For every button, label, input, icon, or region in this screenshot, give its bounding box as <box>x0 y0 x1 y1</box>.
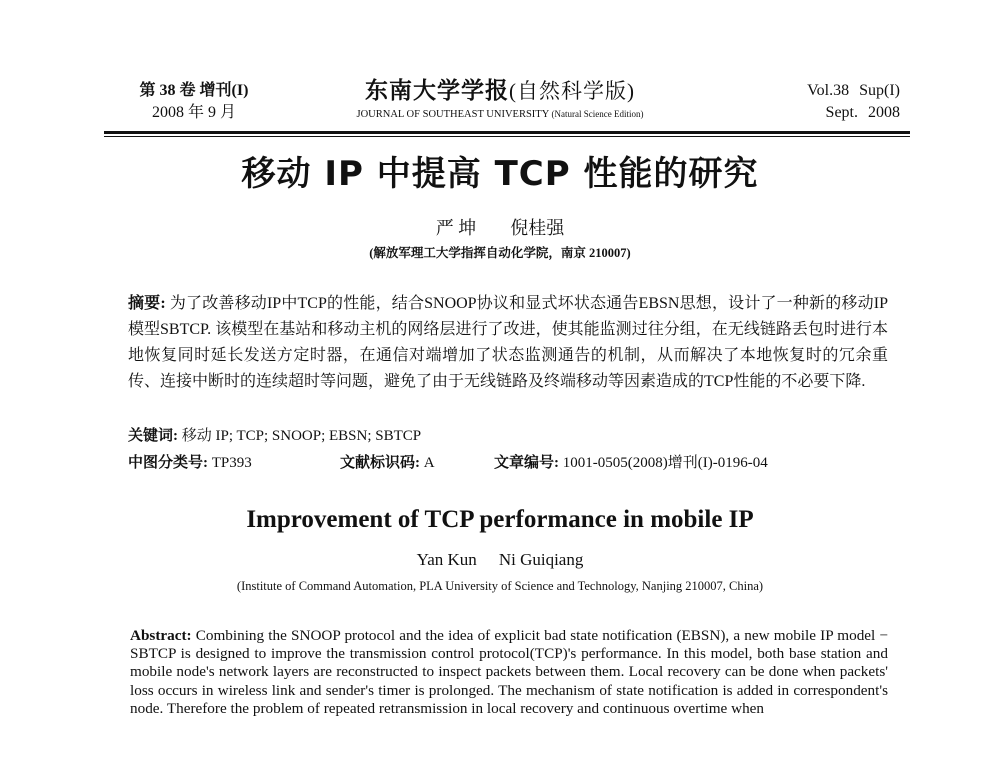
journal-edition-cn: (自然科学版) <box>509 79 635 103</box>
journal-edition-en: (Natural Science Edition) <box>551 109 644 119</box>
header-volume-info <box>760 80 900 124</box>
abstract-en <box>130 627 888 718</box>
abstract-label-en: Abstract: <box>130 627 192 644</box>
abstract-text-cn: 为了改善移动IP中TCP的性能，结合SNOOP协议和显式坏状态通告EBSN思想，设计了一种新的移动IP模型SBTCP. 该模型在基站和移动主机的网络层进行了改进，使其能监测过往分组，在无线链路丢包时进行本地恢复同时延长发送方定时器，在通信对端增加了状态监测通告的机制，从而解决了本地恢复时的冗余重传、连接中断时的连续超时等问题，避免了由于无线链路及终端移动等因素造成的TCP性能的不必要下降. <box>128 295 888 390</box>
abstract-text-en: Combining the SNOOP protocol and the idea of explicit bad state notification (EBSN), a new mobile IP model − SBTCP is designed to improve the transmission control protocol(TCP)'s performance. In this model, both base station and mobile node's network layers are reconstructed to inspect packets between them. Local recovery can be done when packets' loss occurs in wireless link and sender's timer is prolonged. The mechanism of state notification is added in correspondent's node. Therefore the problem of repeated retransmission in local recovery and continuous overtime when <box>130 627 888 717</box>
keywords-cn <box>128 424 888 448</box>
journal-title-block <box>300 76 700 123</box>
article-no-value: 1001-0505(2008)增刊(I)-0196-04 <box>562 455 768 471</box>
header-volume-cn: 第 38 卷 增刊(I) <box>139 82 249 99</box>
abstract-label-cn: 摘要: <box>128 295 166 312</box>
header-issue-info <box>104 80 284 124</box>
clc-label: 中图分类号: <box>128 455 208 471</box>
author-1-en: Yan Kun <box>416 550 477 569</box>
journal-title-cn <box>300 76 700 106</box>
affiliation-cn: (解放军理工大学指挥自动化学院，南京 210007) <box>369 246 631 260</box>
header-sup: Sup(I) <box>859 82 900 99</box>
keywords-text-cn: 移动 IP; TCP; SNOOP; EBSN; SBTCP <box>181 428 422 444</box>
doc-code-label: 文献标识码: <box>340 455 420 471</box>
author-2-cn: 倪桂强 <box>510 218 565 238</box>
document-code <box>340 451 494 475</box>
journal-title-en <box>300 106 700 123</box>
header-rule-thin <box>104 136 910 137</box>
journal-name-cn: 东南大学学报 <box>365 78 509 103</box>
article-number <box>494 451 768 475</box>
classification-line <box>128 451 888 475</box>
paper-title-cn: 移动 IP 中提高 TCP 性能的研究 <box>241 154 759 194</box>
authors-en <box>0 548 1000 572</box>
doc-code-value: A <box>423 455 435 471</box>
abstract-cn <box>128 291 888 395</box>
header-month: Sept. <box>825 104 858 121</box>
paper-title-en: Improvement of TCP performance in mobile IP <box>246 506 754 533</box>
clc-value: TP393 <box>211 455 252 471</box>
header-year: 2008 <box>868 104 900 121</box>
journal-name-en: JOURNAL OF SOUTHEAST UNIVERSITY <box>356 109 549 120</box>
keywords-label-cn: 关键词: <box>128 428 178 444</box>
clc-number <box>128 451 340 475</box>
affiliation-en: (Institute of Command Automation, PLA University of Science and Technology, Nanjing 210007, China) <box>236 579 764 593</box>
header-rule-thick <box>104 131 910 134</box>
authors-cn <box>0 216 1000 240</box>
article-no-label: 文章编号: <box>494 455 559 471</box>
author-2-en: Ni Guiqiang <box>498 550 584 569</box>
header-date-cn: 2008 年 9 月 <box>151 104 236 121</box>
header-vol: Vol.38 <box>807 82 850 99</box>
author-1-cn: 严 坤 <box>435 218 477 238</box>
